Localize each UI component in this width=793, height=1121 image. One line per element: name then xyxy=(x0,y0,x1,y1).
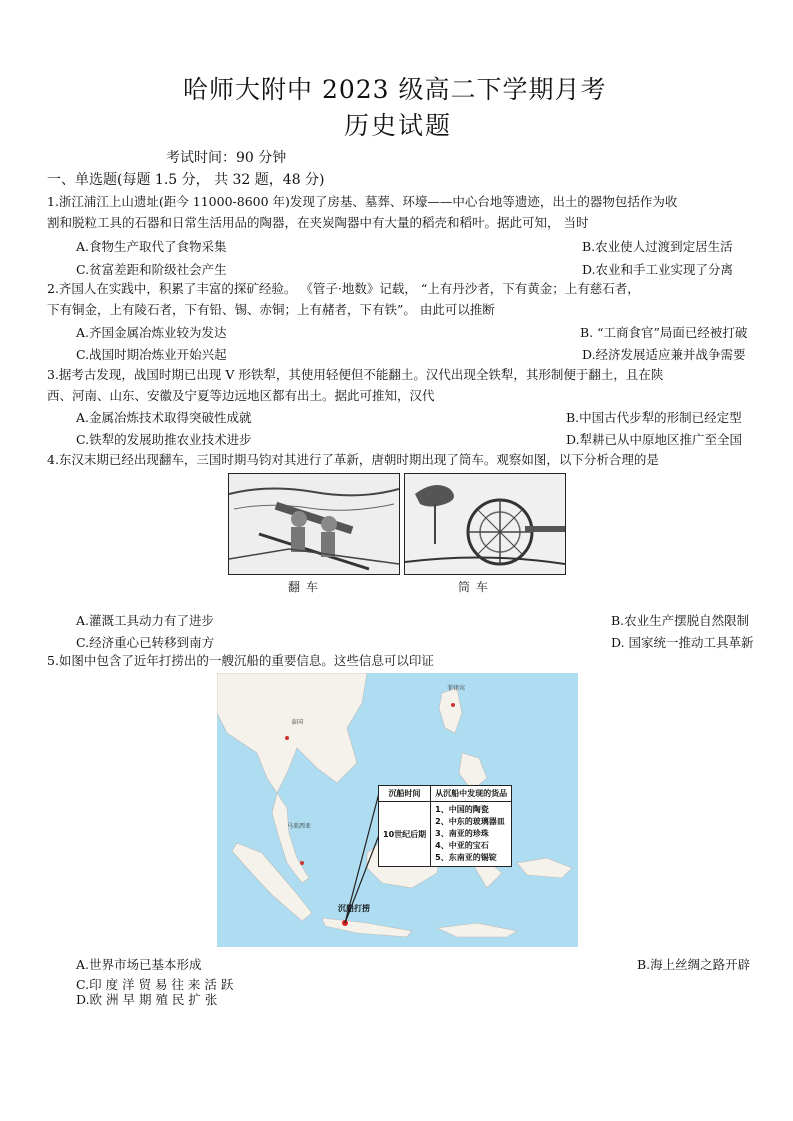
shipwreck-table xyxy=(378,785,512,867)
q2-line1: 2.齐国人在实践中，积累了丰富的探矿经验。 《管子·地数》记载， “上有丹沙者，下有黄金；上有慈石者， xyxy=(47,281,640,296)
q2-option-d[interactable]: D.经济发展适应兼并战争需要 xyxy=(582,347,746,362)
goods-item: 1、中国的陶瓷 xyxy=(435,805,489,814)
q2-line2: 下有铜金，上有陵石者，下有铅、锡、赤铜；上有赭者，下有铁”。 由此可以推断 xyxy=(47,302,495,317)
q3-line1: 3.据考古发现，战国时期已出现 V 形铁犁，其使用轻便但不能翻土。汉代出现全铁犁，其形制便于翻土，且在陕 xyxy=(47,367,664,382)
fanche-caption: 翻车 xyxy=(288,580,325,594)
q1-option-c[interactable]: C.贫富差距和阶级社会产生 xyxy=(76,262,227,277)
q3-option-b[interactable]: B.中国古代步犁的形制已经定型 xyxy=(566,410,742,425)
section-heading: 一、单选题(每题 1.5 分， 共 32 题，48 分) xyxy=(47,172,325,188)
goods-item: 4、中亚的宝石 xyxy=(435,841,489,850)
q5-option-d[interactable]: D.欧 洲 早 期 殖 民 扩 张 xyxy=(76,992,218,1007)
q4-option-c[interactable]: C.经济重心已转移到南方 xyxy=(76,635,215,650)
q4-option-a[interactable]: A.灌溉工具动力有了进步 xyxy=(76,613,215,628)
table-header-time: 沉船时间 xyxy=(379,786,431,802)
fanche-illustration xyxy=(228,473,400,575)
q5-line1: 5.如图中包含了近年打捞出的一艘沉船的重要信息。这些信息可以印证 xyxy=(47,653,434,668)
q5-option-c[interactable]: C.印 度 洋 贸 易 往 来 活 跃 xyxy=(76,977,234,992)
map-label-thailand: 泰国 xyxy=(291,719,304,726)
map-label-malaysia: 马来西亚 xyxy=(287,823,312,830)
q2-option-b[interactable]: B. “工商食官”局面已经被打破 xyxy=(580,325,748,340)
q3-option-c[interactable]: C.铁犁的发展助推农业技术进步 xyxy=(76,432,252,447)
goods-item: 3、南亚的珍珠 xyxy=(435,829,489,838)
goods-item: 5、东南亚的锡锭 xyxy=(435,853,497,862)
q2-option-c[interactable]: C.战国时期冶炼业开始兴起 xyxy=(76,347,227,362)
table-header-goods: 从沉船中发现的货品 xyxy=(431,786,512,802)
q5-option-b[interactable]: B.海上丝绸之路开辟 xyxy=(637,957,751,972)
q4-option-d[interactable]: D. 国家统一推动工具革新 xyxy=(611,635,754,650)
q5-option-a[interactable]: A.世界市场已基本形成 xyxy=(76,957,202,972)
tongche-drawing xyxy=(405,474,565,574)
q1-line1: 1.浙江浦江上山遗址(距今 11000-8600 年)发现了房基、墓葬、环壕——中心台地等遗迹，出土的器物包括作为收 xyxy=(47,194,678,209)
q4-option-b[interactable]: B.农业生产摆脱自然限制 xyxy=(611,613,750,628)
table-cell-goods xyxy=(431,802,512,867)
exam-title: 哈师大附中 2023 级高二下学期月考 xyxy=(183,75,607,104)
fanche-drawing xyxy=(229,474,399,574)
table-cell-time: 10世纪后期 xyxy=(379,802,431,867)
q3-option-a[interactable]: A.金属冶炼技术取得突破性成就 xyxy=(76,410,252,425)
q2-option-a[interactable]: A.齐国金属冶炼业较为发达 xyxy=(76,325,227,340)
exam-time: 考试时间：90 分钟 xyxy=(166,150,287,166)
q4-line1: 4.东汉末期已经出现翻车，三国时期马钧对其进行了革新，唐朝时期出现了筒车。观察如图，以下分析合理的是 xyxy=(47,452,659,467)
map-label-philippines: 菲律宾 xyxy=(447,685,466,692)
exam-subtitle: 历史试题 xyxy=(344,111,453,140)
wreck-label: 沉船打捞 xyxy=(338,904,370,913)
tongche-caption: 筒车 xyxy=(458,580,495,594)
goods-item: 2、中东的玻璃器皿 xyxy=(435,817,505,826)
q3-line2: 西、河南、山东、安徽及宁夏等边远地区都有出土。据此可推知，汉代 xyxy=(47,388,435,403)
q1-option-b[interactable]: B.农业使人过渡到定居生活 xyxy=(582,239,733,254)
q1-option-d[interactable]: D.农业和手工业实现了分离 xyxy=(582,262,734,277)
tongche-illustration xyxy=(404,473,566,575)
q3-option-d[interactable]: D.犁耕已从中原地区推广至全国 xyxy=(566,432,743,447)
q1-option-a[interactable]: A.食物生产取代了食物采集 xyxy=(76,239,227,254)
q1-line2: 割和脱粒工具的石器和日常生活用品的陶器，在夹炭陶器中有大量的稻壳和稻叶。据此可知， 当时 xyxy=(47,215,589,230)
